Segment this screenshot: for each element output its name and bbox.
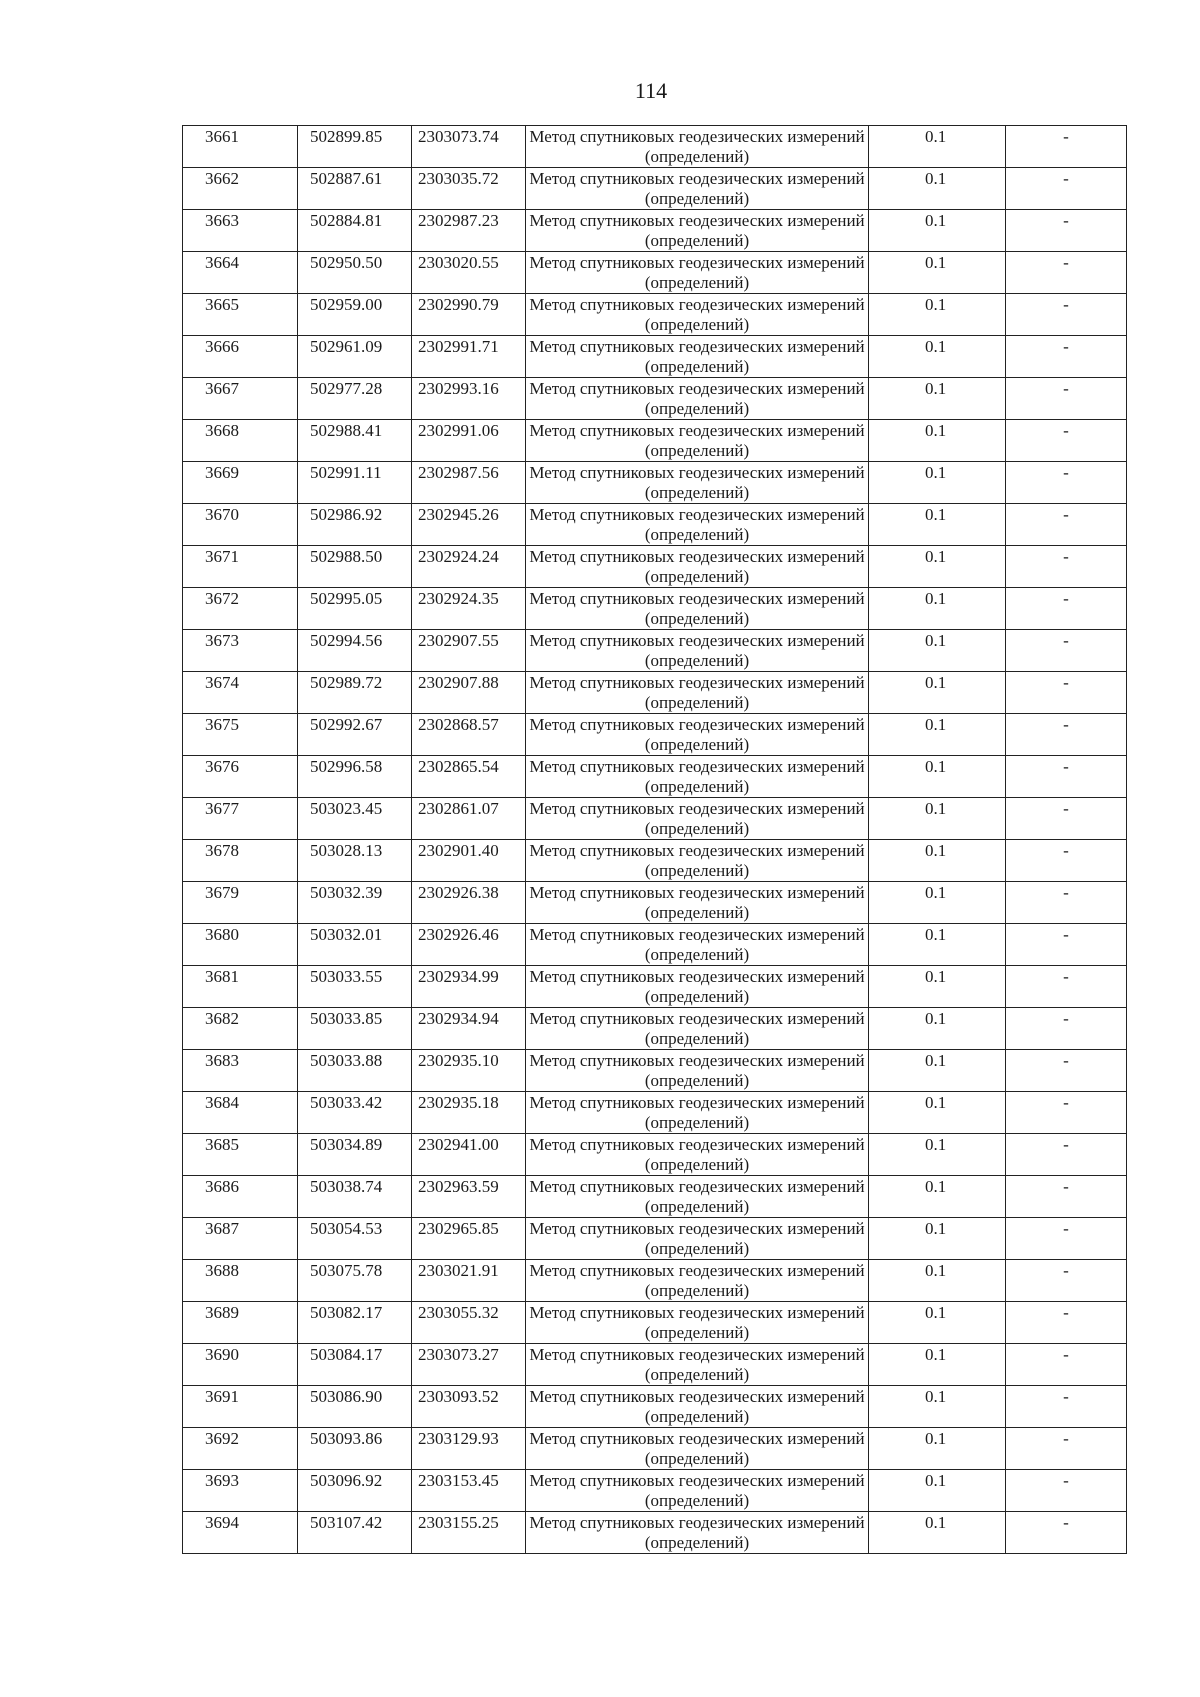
accuracy-cell: 0.1: [869, 630, 1006, 672]
accuracy-cell: 0.1: [869, 504, 1006, 546]
x-coordinate-cell: 503032.39: [298, 882, 412, 924]
accuracy-cell: 0.1: [869, 798, 1006, 840]
accuracy-cell: 0.1: [869, 1092, 1006, 1134]
y-coordinate-cell: 2302935.10: [412, 1050, 526, 1092]
method-cell: Метод спутниковых геодезических измерений (определений): [526, 1512, 869, 1554]
x-coordinate-cell: 503033.85: [298, 1008, 412, 1050]
accuracy-cell: 0.1: [869, 672, 1006, 714]
point-number-cell: 3679: [183, 882, 298, 924]
y-coordinate-cell: 2303155.25: [412, 1512, 526, 1554]
accuracy-cell: 0.1: [869, 1008, 1006, 1050]
note-cell: -: [1006, 798, 1127, 840]
method-cell: Метод спутниковых геодезических измерений (определений): [526, 1386, 869, 1428]
table-row: [183, 882, 1127, 924]
x-coordinate-cell: 503033.42: [298, 1092, 412, 1134]
y-coordinate-cell: 2302991.06: [412, 420, 526, 462]
note-cell: -: [1006, 714, 1127, 756]
method-cell: Метод спутниковых геодезических измерений (определений): [526, 546, 869, 588]
method-cell: Метод спутниковых геодезических измерений (определений): [526, 588, 869, 630]
table-row: [183, 588, 1127, 630]
x-coordinate-cell: 502992.67: [298, 714, 412, 756]
y-coordinate-cell: 2302926.46: [412, 924, 526, 966]
method-cell: Метод спутниковых геодезических измерений (определений): [526, 336, 869, 378]
method-cell: Метод спутниковых геодезических измерений (определений): [526, 630, 869, 672]
y-coordinate-cell: 2302990.79: [412, 294, 526, 336]
accuracy-cell: 0.1: [869, 252, 1006, 294]
point-number-cell: 3671: [183, 546, 298, 588]
x-coordinate-cell: 503054.53: [298, 1218, 412, 1260]
point-number-cell: 3675: [183, 714, 298, 756]
table-row: [183, 630, 1127, 672]
point-number-cell: 3690: [183, 1344, 298, 1386]
y-coordinate-cell: 2302924.35: [412, 588, 526, 630]
page-number: 114: [634, 78, 668, 103]
x-coordinate-cell: 503107.42: [298, 1512, 412, 1554]
point-number-cell: 3683: [183, 1050, 298, 1092]
point-number-cell: 3664: [183, 252, 298, 294]
note-cell: -: [1006, 1428, 1127, 1470]
note-cell: -: [1006, 462, 1127, 504]
table-row: [183, 168, 1127, 210]
y-coordinate-cell: 2303093.52: [412, 1386, 526, 1428]
y-coordinate-cell: 2302907.55: [412, 630, 526, 672]
y-coordinate-cell: 2303073.27: [412, 1344, 526, 1386]
y-coordinate-cell: 2302865.54: [412, 756, 526, 798]
point-number-cell: 3676: [183, 756, 298, 798]
accuracy-cell: 0.1: [869, 1260, 1006, 1302]
note-cell: -: [1006, 1134, 1127, 1176]
method-cell: Метод спутниковых геодезических измерений (определений): [526, 504, 869, 546]
accuracy-cell: 0.1: [869, 714, 1006, 756]
accuracy-cell: 0.1: [869, 168, 1006, 210]
note-cell: -: [1006, 1512, 1127, 1554]
x-coordinate-cell: 502988.50: [298, 546, 412, 588]
table-row: [183, 420, 1127, 462]
table-row: [183, 1344, 1127, 1386]
accuracy-cell: 0.1: [869, 420, 1006, 462]
method-cell: Метод спутниковых геодезических измерений (определений): [526, 294, 869, 336]
x-coordinate-cell: 502988.41: [298, 420, 412, 462]
y-coordinate-cell: 2302965.85: [412, 1218, 526, 1260]
x-coordinate-cell: 503032.01: [298, 924, 412, 966]
y-coordinate-cell: 2302907.88: [412, 672, 526, 714]
point-number-cell: 3689: [183, 1302, 298, 1344]
table-row: [183, 966, 1127, 1008]
method-cell: Метод спутниковых геодезических измерений (определений): [526, 714, 869, 756]
note-cell: -: [1006, 588, 1127, 630]
note-cell: -: [1006, 294, 1127, 336]
accuracy-cell: 0.1: [869, 1344, 1006, 1386]
x-coordinate-cell: 503028.13: [298, 840, 412, 882]
x-coordinate-cell: 503033.55: [298, 966, 412, 1008]
accuracy-cell: 0.1: [869, 882, 1006, 924]
note-cell: -: [1006, 630, 1127, 672]
accuracy-cell: 0.1: [869, 126, 1006, 168]
note-cell: -: [1006, 1176, 1127, 1218]
accuracy-cell: 0.1: [869, 1302, 1006, 1344]
y-coordinate-cell: 2302963.59: [412, 1176, 526, 1218]
y-coordinate-cell: 2302934.94: [412, 1008, 526, 1050]
x-coordinate-cell: 502996.58: [298, 756, 412, 798]
coordinates-table-body: [183, 126, 1127, 1554]
note-cell: -: [1006, 756, 1127, 798]
note-cell: -: [1006, 1218, 1127, 1260]
y-coordinate-cell: 2303021.91: [412, 1260, 526, 1302]
method-cell: Метод спутниковых геодезических измерений (определений): [526, 798, 869, 840]
x-coordinate-cell: 503086.90: [298, 1386, 412, 1428]
point-number-cell: 3681: [183, 966, 298, 1008]
y-coordinate-cell: 2303129.93: [412, 1428, 526, 1470]
x-coordinate-cell: 502991.11: [298, 462, 412, 504]
accuracy-cell: 0.1: [869, 1470, 1006, 1512]
note-cell: -: [1006, 1050, 1127, 1092]
method-cell: Метод спутниковых геодезических измерений (определений): [526, 1134, 869, 1176]
x-coordinate-cell: 502887.61: [298, 168, 412, 210]
y-coordinate-cell: 2302901.40: [412, 840, 526, 882]
method-cell: Метод спутниковых геодезических измерений (определений): [526, 1008, 869, 1050]
y-coordinate-cell: 2302926.38: [412, 882, 526, 924]
point-number-cell: 3662: [183, 168, 298, 210]
y-coordinate-cell: 2303073.74: [412, 126, 526, 168]
note-cell: -: [1006, 378, 1127, 420]
accuracy-cell: 0.1: [869, 210, 1006, 252]
point-number-cell: 3684: [183, 1092, 298, 1134]
point-number-cell: 3692: [183, 1428, 298, 1470]
point-number-cell: 3666: [183, 336, 298, 378]
y-coordinate-cell: 2302861.07: [412, 798, 526, 840]
note-cell: -: [1006, 672, 1127, 714]
point-number-cell: 3668: [183, 420, 298, 462]
point-number-cell: 3686: [183, 1176, 298, 1218]
point-number-cell: 3665: [183, 294, 298, 336]
point-number-cell: 3667: [183, 378, 298, 420]
x-coordinate-cell: 502950.50: [298, 252, 412, 294]
x-coordinate-cell: 502961.09: [298, 336, 412, 378]
note-cell: -: [1006, 966, 1127, 1008]
note-cell: -: [1006, 1092, 1127, 1134]
x-coordinate-cell: 502995.05: [298, 588, 412, 630]
accuracy-cell: 0.1: [869, 1176, 1006, 1218]
table-row: [183, 294, 1127, 336]
point-number-cell: 3670: [183, 504, 298, 546]
y-coordinate-cell: 2302991.71: [412, 336, 526, 378]
accuracy-cell: 0.1: [869, 924, 1006, 966]
point-number-cell: 3693: [183, 1470, 298, 1512]
table-row: [183, 126, 1127, 168]
table-row: [183, 714, 1127, 756]
point-number-cell: 3674: [183, 672, 298, 714]
note-cell: -: [1006, 924, 1127, 966]
note-cell: -: [1006, 882, 1127, 924]
method-cell: Метод спутниковых геодезических измерений (определений): [526, 1092, 869, 1134]
y-coordinate-cell: 2303153.45: [412, 1470, 526, 1512]
table-row: [183, 1008, 1127, 1050]
table-row: [183, 924, 1127, 966]
x-coordinate-cell: 503034.89: [298, 1134, 412, 1176]
table-row: [183, 1176, 1127, 1218]
method-cell: Метод спутниковых геодезических измерений (определений): [526, 126, 869, 168]
table-row: [183, 840, 1127, 882]
method-cell: Метод спутниковых геодезических измерений (определений): [526, 210, 869, 252]
method-cell: Метод спутниковых геодезических измерений (определений): [526, 966, 869, 1008]
method-cell: Метод спутниковых геодезических измерений (определений): [526, 1302, 869, 1344]
note-cell: -: [1006, 840, 1127, 882]
y-coordinate-cell: 2303055.32: [412, 1302, 526, 1344]
x-coordinate-cell: 502959.00: [298, 294, 412, 336]
x-coordinate-cell: 502899.85: [298, 126, 412, 168]
table-row: [183, 378, 1127, 420]
x-coordinate-cell: 502977.28: [298, 378, 412, 420]
point-number-cell: 3682: [183, 1008, 298, 1050]
x-coordinate-cell: 503084.17: [298, 1344, 412, 1386]
table-row: [183, 672, 1127, 714]
accuracy-cell: 0.1: [869, 1218, 1006, 1260]
x-coordinate-cell: 503023.45: [298, 798, 412, 840]
x-coordinate-cell: 503075.78: [298, 1260, 412, 1302]
table-row: [183, 756, 1127, 798]
note-cell: -: [1006, 126, 1127, 168]
method-cell: Метод спутниковых геодезических измерений (определений): [526, 1428, 869, 1470]
note-cell: -: [1006, 1344, 1127, 1386]
method-cell: Метод спутниковых геодезических измерений (определений): [526, 882, 869, 924]
note-cell: -: [1006, 1008, 1127, 1050]
point-number-cell: 3677: [183, 798, 298, 840]
point-number-cell: 3673: [183, 630, 298, 672]
method-cell: Метод спутниковых геодезических измерений (определений): [526, 672, 869, 714]
accuracy-cell: 0.1: [869, 462, 1006, 504]
method-cell: Метод спутниковых геодезических измерений (определений): [526, 924, 869, 966]
method-cell: Метод спутниковых геодезических измерений (определений): [526, 168, 869, 210]
method-cell: Метод спутниковых геодезических измерений (определений): [526, 462, 869, 504]
method-cell: Метод спутниковых геодезических измерений (определений): [526, 1050, 869, 1092]
note-cell: -: [1006, 1260, 1127, 1302]
accuracy-cell: 0.1: [869, 966, 1006, 1008]
y-coordinate-cell: 2302987.23: [412, 210, 526, 252]
x-coordinate-cell: 503033.88: [298, 1050, 412, 1092]
y-coordinate-cell: 2302868.57: [412, 714, 526, 756]
note-cell: -: [1006, 168, 1127, 210]
note-cell: -: [1006, 1302, 1127, 1344]
table-row: [183, 252, 1127, 294]
x-coordinate-cell: 503082.17: [298, 1302, 412, 1344]
note-cell: -: [1006, 210, 1127, 252]
point-number-cell: 3661: [183, 126, 298, 168]
table-row: [183, 1260, 1127, 1302]
note-cell: -: [1006, 336, 1127, 378]
method-cell: Метод спутниковых геодезических измерений (определений): [526, 840, 869, 882]
x-coordinate-cell: 503038.74: [298, 1176, 412, 1218]
table-row: [183, 1050, 1127, 1092]
point-number-cell: 3691: [183, 1386, 298, 1428]
accuracy-cell: 0.1: [869, 1512, 1006, 1554]
accuracy-cell: 0.1: [869, 1386, 1006, 1428]
y-coordinate-cell: 2302945.26: [412, 504, 526, 546]
x-coordinate-cell: 503096.92: [298, 1470, 412, 1512]
method-cell: Метод спутниковых геодезических измерений (определений): [526, 1218, 869, 1260]
accuracy-cell: 0.1: [869, 840, 1006, 882]
point-number-cell: 3685: [183, 1134, 298, 1176]
note-cell: -: [1006, 420, 1127, 462]
accuracy-cell: 0.1: [869, 1428, 1006, 1470]
table-row: [183, 210, 1127, 252]
method-cell: Метод спутниковых геодезических измерений (определений): [526, 420, 869, 462]
x-coordinate-cell: 502986.92: [298, 504, 412, 546]
x-coordinate-cell: 503093.86: [298, 1428, 412, 1470]
accuracy-cell: 0.1: [869, 378, 1006, 420]
note-cell: -: [1006, 1470, 1127, 1512]
table-row: [183, 798, 1127, 840]
x-coordinate-cell: 502994.56: [298, 630, 412, 672]
y-coordinate-cell: 2302935.18: [412, 1092, 526, 1134]
accuracy-cell: 0.1: [869, 294, 1006, 336]
point-number-cell: 3680: [183, 924, 298, 966]
point-number-cell: 3669: [183, 462, 298, 504]
table-row: [183, 1470, 1127, 1512]
note-cell: -: [1006, 252, 1127, 294]
y-coordinate-cell: 2303035.72: [412, 168, 526, 210]
method-cell: Метод спутниковых геодезических измерений (определений): [526, 756, 869, 798]
note-cell: -: [1006, 546, 1127, 588]
table-row: [183, 462, 1127, 504]
method-cell: Метод спутниковых геодезических измерений (определений): [526, 378, 869, 420]
point-number-cell: 3688: [183, 1260, 298, 1302]
method-cell: Метод спутниковых геодезических измерений (определений): [526, 1176, 869, 1218]
table-row: [183, 1218, 1127, 1260]
x-coordinate-cell: 502884.81: [298, 210, 412, 252]
note-cell: -: [1006, 504, 1127, 546]
table-row: [183, 1428, 1127, 1470]
point-number-cell: 3687: [183, 1218, 298, 1260]
table-row: [183, 546, 1127, 588]
method-cell: Метод спутниковых геодезических измерений (определений): [526, 1470, 869, 1512]
accuracy-cell: 0.1: [869, 588, 1006, 630]
table-row: [183, 336, 1127, 378]
point-number-cell: 3672: [183, 588, 298, 630]
y-coordinate-cell: 2302924.24: [412, 546, 526, 588]
coordinates-table: [182, 125, 1127, 1554]
table-row: [183, 1386, 1127, 1428]
y-coordinate-cell: 2302993.16: [412, 378, 526, 420]
table-row: [183, 1134, 1127, 1176]
accuracy-cell: 0.1: [869, 756, 1006, 798]
table-row: [183, 1302, 1127, 1344]
table-row: [183, 1092, 1127, 1134]
method-cell: Метод спутниковых геодезических измерений (определений): [526, 252, 869, 294]
accuracy-cell: 0.1: [869, 336, 1006, 378]
method-cell: Метод спутниковых геодезических измерений (определений): [526, 1344, 869, 1386]
table-row: [183, 504, 1127, 546]
y-coordinate-cell: 2302987.56: [412, 462, 526, 504]
point-number-cell: 3694: [183, 1512, 298, 1554]
x-coordinate-cell: 502989.72: [298, 672, 412, 714]
table-row: [183, 1512, 1127, 1554]
accuracy-cell: 0.1: [869, 1134, 1006, 1176]
method-cell: Метод спутниковых геодезических измерений (определений): [526, 1260, 869, 1302]
point-number-cell: 3678: [183, 840, 298, 882]
y-coordinate-cell: 2303020.55: [412, 252, 526, 294]
point-number-cell: 3663: [183, 210, 298, 252]
y-coordinate-cell: 2302934.99: [412, 966, 526, 1008]
note-cell: -: [1006, 1386, 1127, 1428]
y-coordinate-cell: 2302941.00: [412, 1134, 526, 1176]
accuracy-cell: 0.1: [869, 1050, 1006, 1092]
accuracy-cell: 0.1: [869, 546, 1006, 588]
